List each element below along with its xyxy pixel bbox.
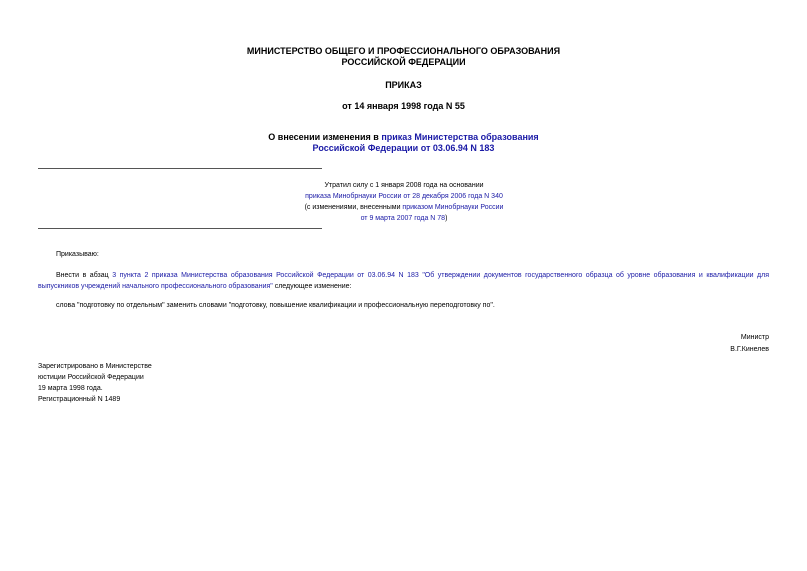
registration-line-2: юстиции Российской Федерации xyxy=(38,374,144,381)
ministry-line-2: РОССИЙСКОЙ ФЕДЕРАЦИИ xyxy=(341,57,466,67)
registration-block xyxy=(38,361,152,405)
title-link-order[interactable]: приказ Министерства образования xyxy=(381,132,539,142)
top-divider xyxy=(38,168,322,169)
registration-line-3: 19 марта 1998 года. xyxy=(38,385,103,392)
status-note-line-3-prefix: (с изменениями, внесенными xyxy=(304,204,403,211)
doc-date-number: от 14 января 1998 года N 55 xyxy=(342,101,465,111)
status-note-line-4-suffix: ) xyxy=(445,215,448,222)
status-note xyxy=(264,180,544,224)
status-note-link-78-part2[interactable]: от 9 марта 2007 года N 78 xyxy=(360,215,446,222)
doc-type: ПРИКАЗ xyxy=(385,80,422,90)
status-note-line-1: Утратил силу с 1 января 2008 года на основании xyxy=(324,182,484,189)
order-word: Приказываю: xyxy=(56,251,99,258)
title-prefix: О внесении изменения в xyxy=(268,132,382,142)
ministry-heading xyxy=(0,46,807,68)
para1-text-c: следующее изменение: xyxy=(272,283,352,290)
order-paragraph-1 xyxy=(38,270,769,292)
para1-text-a: Внести в абзац xyxy=(56,272,113,279)
bottom-divider xyxy=(38,228,322,229)
status-note-link-340[interactable]: приказа Минобрнауки России от 28 декабря 2006 года N 340 xyxy=(305,193,503,200)
order-paragraph-2: слова "подготовку по отдельным" заменить словами "подготовку, повышение квалификации и профессиональную переподготовку по". xyxy=(56,302,495,309)
para1-link-order-183[interactable]: 3 пункта 2 приказа Министерства образования Российской Федерации от 03.06.94 N 183 xyxy=(112,272,419,279)
ministry-line-1: МИНИСТЕРСТВО ОБЩЕГО И ПРОФЕССИОНАЛЬНОГО ОБРАЗОВАНИЯ xyxy=(246,46,561,56)
registration-line-4: Регистрационный N 1489 xyxy=(38,396,121,403)
registration-line-1: Зарегистрировано в Министерстве xyxy=(38,363,152,370)
signature-position: Министр xyxy=(740,334,769,341)
doc-title xyxy=(0,132,807,154)
para1-link-documents[interactable]: "Об утверждении документов государственного образца об уровне образования и квалификации для выпускников учреждений начального профессионального образования" xyxy=(38,272,769,290)
title-link-order-line2[interactable]: Российской Федерации от 03.06.94 N 183 xyxy=(312,143,495,153)
signature-name: В.Г.Кинелев xyxy=(730,346,769,353)
status-note-link-78-part1[interactable]: приказом Минобрнауки России xyxy=(402,204,504,211)
signature-block xyxy=(730,332,769,356)
